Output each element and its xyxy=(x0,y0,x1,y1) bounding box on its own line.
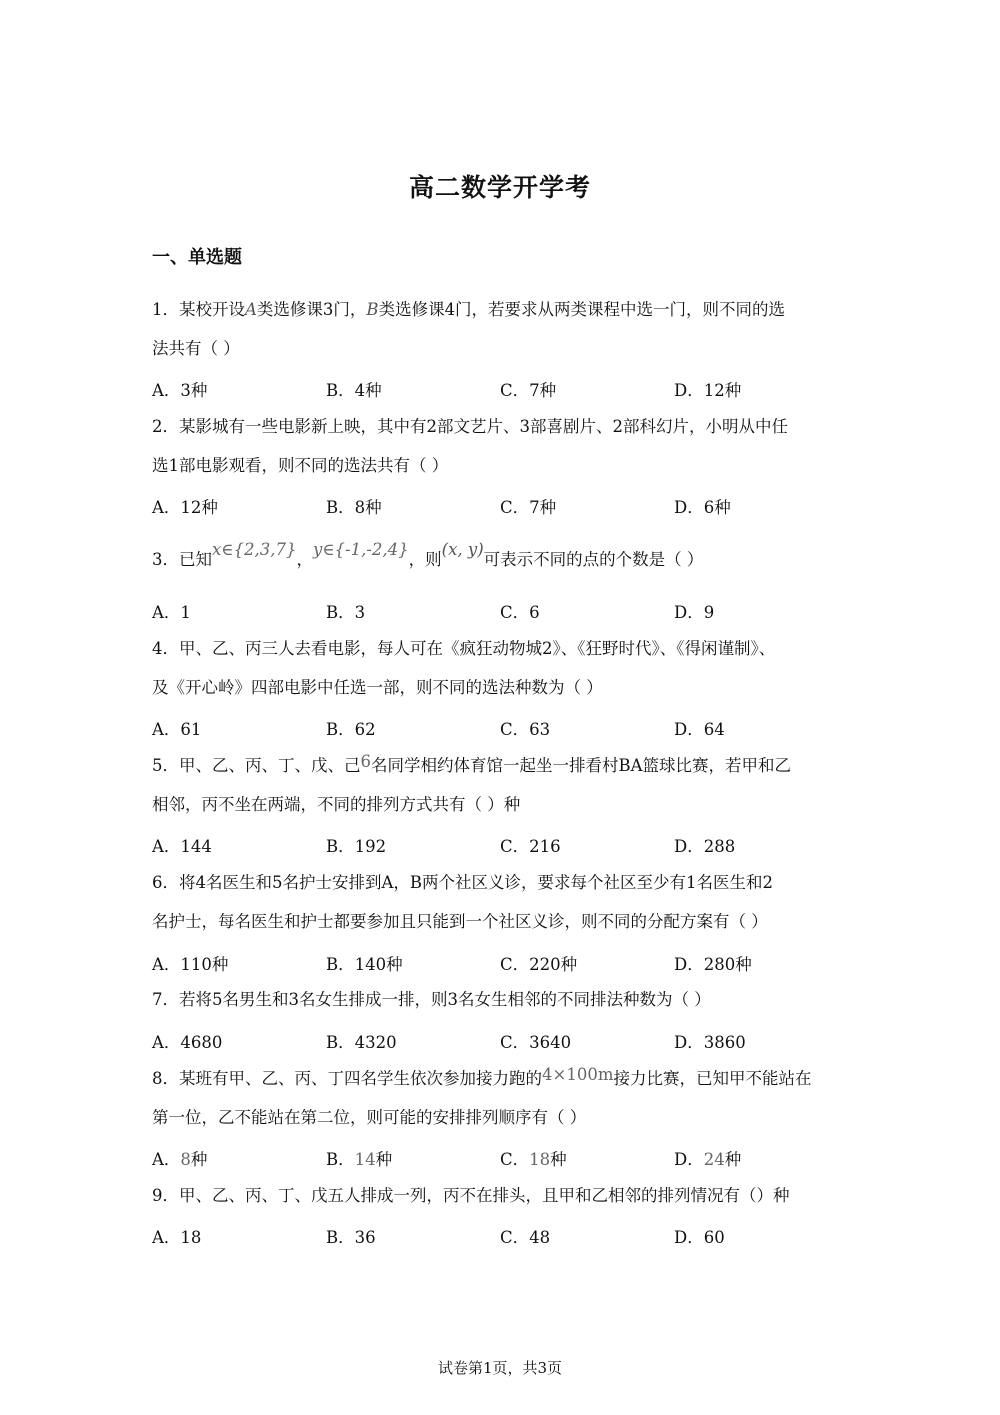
question-7 xyxy=(152,980,852,1019)
option-d: D．288 xyxy=(674,837,736,856)
question-9-options xyxy=(152,1224,872,1252)
option-a: A．110种 xyxy=(152,955,229,974)
question-8 xyxy=(152,1059,852,1137)
option-a: A．12种 xyxy=(152,498,218,517)
option-c: C．7种 xyxy=(500,381,557,400)
question-5-options xyxy=(152,833,872,861)
question-7-options xyxy=(152,1029,872,1057)
option-b: B．4种 xyxy=(326,381,382,400)
question-3 xyxy=(152,540,852,579)
option-a: A．144 xyxy=(152,837,212,856)
question-2-options xyxy=(152,494,872,522)
question-1-line-1: 1．某校开设A类选修课3门，B类选修课4门，若要求从两类课程中选一门，则不同的选 xyxy=(152,300,786,319)
option-a: A．1 xyxy=(152,603,191,622)
option-a: A．8种 xyxy=(152,1150,208,1169)
question-8-line-2: 第一位，乙不能站在第二位，则可能的安排排列顺序有（ ） xyxy=(152,1108,587,1127)
question-2 xyxy=(152,407,852,485)
math-y-set: y∈{-1,-2,4} xyxy=(313,540,409,559)
option-c: C．6 xyxy=(500,603,540,622)
question-5-line-2: 相邻，丙不坐在两端，不同的排列方式共有（ ）种 xyxy=(152,795,521,814)
question-3-line-1: 3．已知x∈{2,3,7}，y∈{-1,-2,4}，则(x, y)可表示不同的点的个数是（ ） xyxy=(152,540,704,569)
question-4-line-2: 及《开心岭》四部电影中任选一部，则不同的选法种数为（ ） xyxy=(152,678,603,697)
page-title: 高二数学开学考 xyxy=(408,173,591,202)
math-x-set: x∈{2,3,7} xyxy=(212,540,297,559)
question-9-line-1: 9．甲、乙、丙、丁、戊五人排成一列，丙不在排头，且甲和乙相邻的排列情况有（）种 xyxy=(152,1186,790,1205)
option-d: D．60 xyxy=(674,1228,725,1247)
question-6-options xyxy=(152,951,872,979)
option-b: B．140种 xyxy=(326,955,403,974)
option-a: A．4680 xyxy=(152,1033,223,1052)
question-2-line-2: 选1部电影观看，则不同的选法共有（ ） xyxy=(152,456,449,475)
question-1-options xyxy=(152,377,872,405)
option-c: C．7种 xyxy=(500,498,557,517)
option-c: C．63 xyxy=(500,720,551,739)
option-d: D．12种 xyxy=(674,381,742,400)
option-d: D．24种 xyxy=(674,1150,742,1169)
question-4 xyxy=(152,629,852,707)
option-b: B．4320 xyxy=(326,1033,397,1052)
option-b: B．192 xyxy=(326,837,387,856)
option-b: B．36 xyxy=(326,1228,376,1247)
question-5 xyxy=(152,746,852,824)
option-b: B．3 xyxy=(326,603,366,622)
option-c: C．3640 xyxy=(500,1033,572,1052)
question-8-line-1: 8．某班有甲、乙、丙、丁四名学生依次参加接力跑的4×100m接力比赛，已知甲不能站在 xyxy=(152,1065,812,1088)
question-4-line-1: 4．甲、乙、丙三人去看电影，每人可在《疯狂动物城2》、《狂野时代》、《得闲谨制》、 xyxy=(152,639,776,658)
option-d: D．6种 xyxy=(674,498,731,517)
question-6 xyxy=(152,863,852,941)
math-A: A xyxy=(245,300,257,319)
option-d: D．64 xyxy=(674,720,725,739)
option-c: C．216 xyxy=(500,837,561,856)
section-heading: 一、单选题 xyxy=(152,247,242,268)
question-1-line-2: 法共有（ ） xyxy=(152,339,240,358)
option-d: D．3860 xyxy=(674,1033,746,1052)
question-6-line-1: 6．将4名医生和5名护士安排到A，B两个社区义诊，要求每个社区至少有1名医生和2 xyxy=(152,873,774,892)
option-d: D．280种 xyxy=(674,955,752,974)
question-9 xyxy=(152,1176,852,1215)
option-c: C．220种 xyxy=(500,955,578,974)
question-4-options xyxy=(152,716,872,744)
math-six: 6 xyxy=(360,752,371,771)
math-point: (x, y) xyxy=(441,540,484,559)
option-b: B．8种 xyxy=(326,498,382,517)
question-1 xyxy=(152,290,852,368)
question-5-line-1: 5．甲、乙、丙、丁、戊、己6名同学相约体育馆一起坐一排看村BA篮球比赛，若甲和乙 xyxy=(152,752,792,775)
option-c: C．48 xyxy=(500,1228,551,1247)
math-relay: 4×100m xyxy=(542,1065,614,1084)
option-b: B．14种 xyxy=(326,1150,393,1169)
question-8-options xyxy=(152,1146,872,1174)
option-a: A．3种 xyxy=(152,381,208,400)
option-d: D．9 xyxy=(674,603,715,622)
question-2-line-1: 2．某影城有一些电影新上映，其中有2部文艺片、3部喜剧片、2部科幻片，小明从中任 xyxy=(152,417,788,436)
question-3-options xyxy=(152,599,872,627)
option-b: B．62 xyxy=(326,720,376,739)
option-a: A．18 xyxy=(152,1228,202,1247)
question-7-line-1: 7．若将5名男生和3名女生排成一排，则3名女生相邻的不同排法种数为（ ） xyxy=(152,990,711,1009)
question-6-line-2: 名护士，每名医生和护士都要参加且只能到一个社区义诊，则不同的分配方案有（ ） xyxy=(152,912,768,931)
option-a: A．61 xyxy=(152,720,202,739)
math-B: B xyxy=(366,300,379,319)
option-c: C．18种 xyxy=(500,1150,567,1169)
page-footer: 试卷第1页，共3页 xyxy=(437,1359,563,1377)
